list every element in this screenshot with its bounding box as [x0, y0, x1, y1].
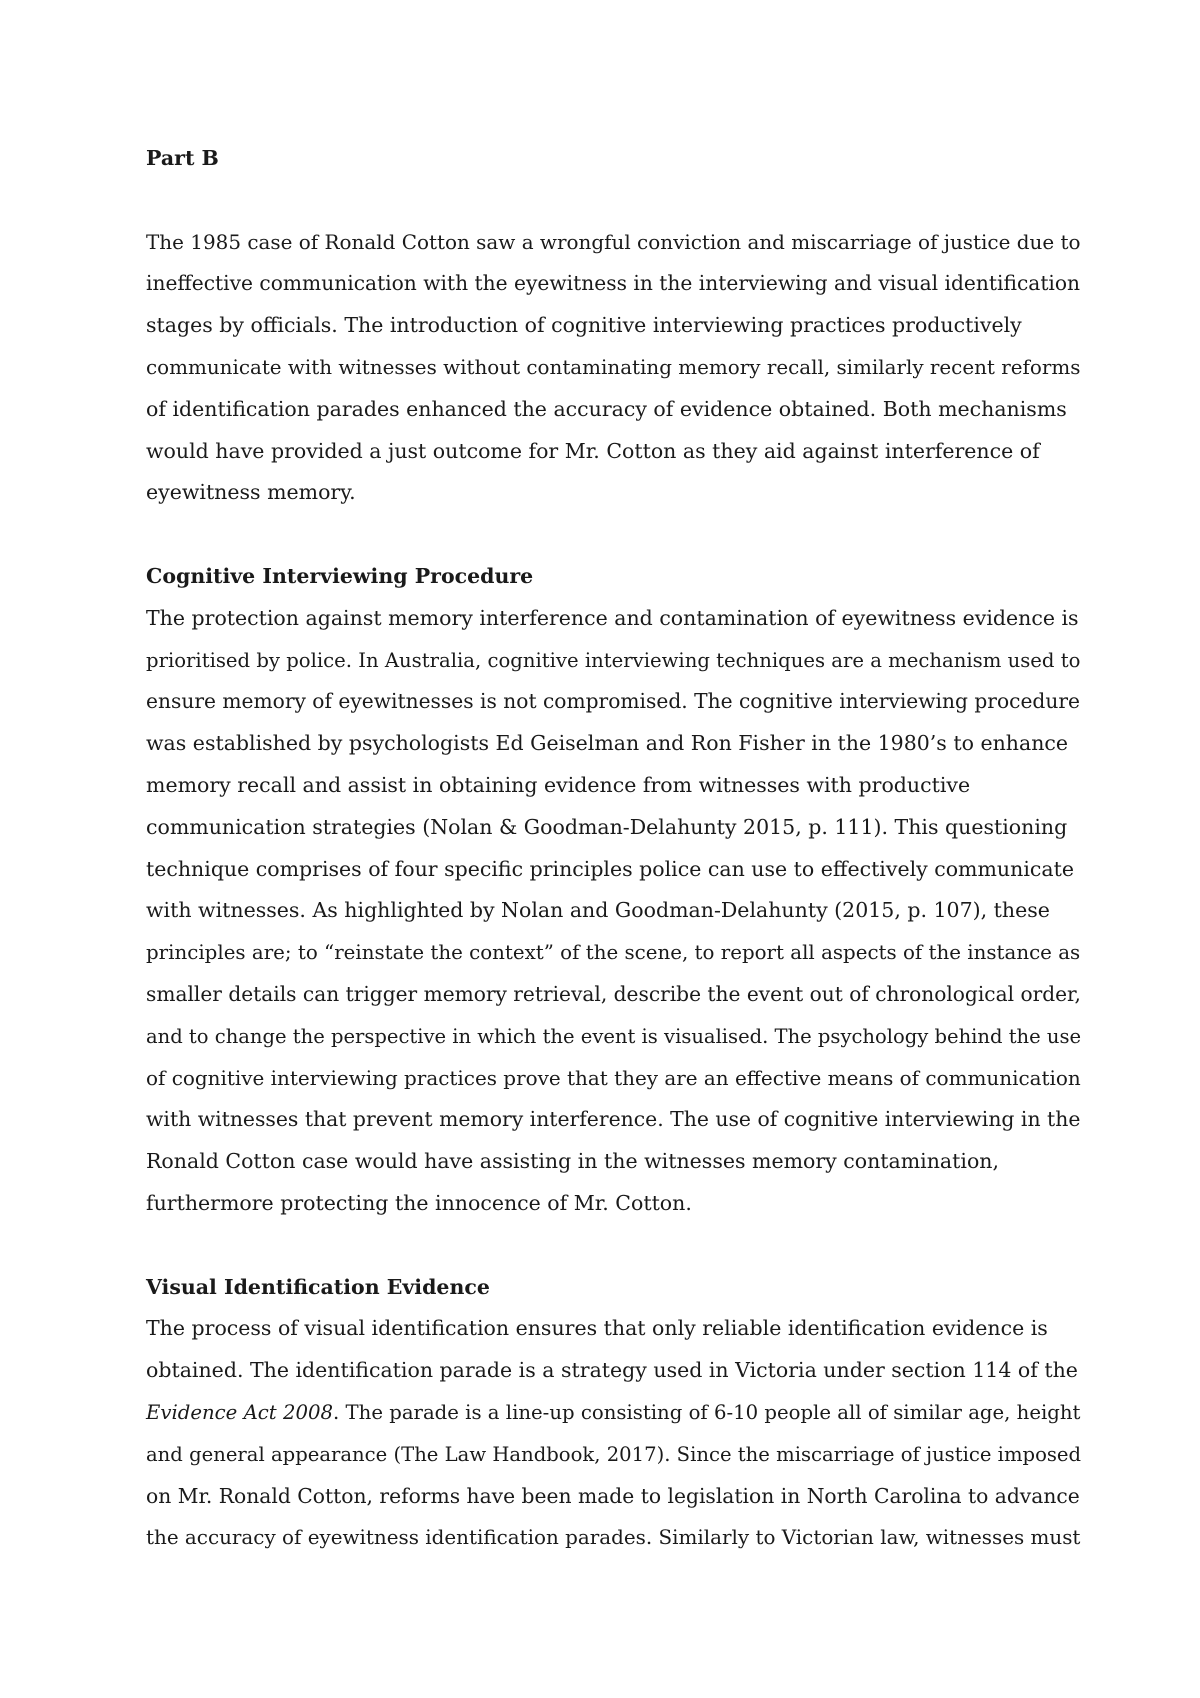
- section-heading-cognitive: Cognitive Interviewing Procedure: [146, 563, 534, 588]
- text-line: eyewitness memory.: [146, 480, 356, 505]
- visual-identification-paragraph: [146, 1308, 1082, 1559]
- cognitive-paragraph: [146, 598, 1082, 1225]
- text-line: [146, 1392, 1081, 1434]
- document-body: [146, 138, 1082, 1559]
- spacer: [146, 514, 1076, 556]
- text-line: would have provided a just outcome for Mr. Cotton as they aid against interference of: [146, 438, 1040, 463]
- text-fragment: . The parade is a line-up consisting of 6-10 people all of similar age, height: [333, 1400, 1081, 1424]
- text-line: memory recall and assist in obtaining evidence from witnesses with productive: [146, 772, 971, 797]
- part-title: Part B: [146, 146, 219, 170]
- text-line: furthermore protecting the innocence of Mr. Cotton.: [146, 1190, 692, 1215]
- text-line: with witnesses that prevent memory interference. The use of cognitive interviewing in the: [146, 1107, 1081, 1132]
- intro-paragraph: [146, 222, 1081, 515]
- spacer: [146, 180, 1076, 222]
- text-line: ineffective communication with the eyewitness in the interviewing and visual identification: [146, 271, 1081, 296]
- text-line: stages by officials. The introduction of cognitive interviewing practices productively: [146, 313, 1022, 338]
- text-line: of identification parades enhanced the accuracy of evidence obtained. Both mechanisms: [146, 396, 1067, 421]
- text-line: The process of visual identification ensures that only reliable identification evidence is: [146, 1316, 1048, 1341]
- text-line: obtained. The identification parade is a strategy used in Victoria under section 114 of the: [146, 1358, 1078, 1383]
- text-line: communicate with witnesses without contaminating memory recall, similarly recent reforms: [146, 355, 1081, 379]
- text-line: the accuracy of eyewitness identification parades. Similarly to Victorian law, witnesses must: [146, 1526, 1081, 1550]
- text-line: prioritised by police. In Australia, cognitive interviewing techniques are a mechanism used to: [146, 648, 1081, 672]
- text-line: technique comprises of four specific principles police can use to effectively communicate: [146, 856, 1074, 881]
- text-line: Ronald Cotton case would have assisting in the witnesses memory contamination,: [146, 1149, 1000, 1174]
- text-line: principles are; to “reinstate the context” of the scene, to report all aspects of the instance as: [146, 941, 1081, 965]
- text-line: smaller details can trigger memory retrieval, describe the event out of chronological order,: [146, 981, 1081, 1006]
- text-line: with witnesses. As highlighted by Nolan and Goodman-Delahunty (2015, p. 107), these: [146, 898, 1050, 923]
- text-line: of cognitive interviewing practices prove that they are an effective means of communication: [146, 1065, 1081, 1090]
- text-line: communication strategies (Nolan & Goodman-Delahunty 2015, p. 111). This questioning: [146, 814, 1068, 839]
- text-line: The 1985 case of Ronald Cotton saw a wrongful conviction and miscarriage of justice due to: [146, 229, 1081, 254]
- act-title: Evidence Act 2008: [146, 1400, 334, 1424]
- spacer: [146, 1225, 1076, 1267]
- text-line: The protection against memory interference and contamination of eyewitness evidence is: [146, 605, 1079, 630]
- text-line: and to change the perspective in which the event is visualised. The psychology behind the use: [146, 1024, 1082, 1048]
- text-line: ensure memory of eyewitnesses is not compromised. The cognitive interviewing procedure: [146, 689, 1080, 714]
- text-line: and general appearance (The Law Handbook, 2017). Since the miscarriage of justice imposed: [146, 1442, 1082, 1466]
- text-line: was established by psychologists Ed Geiselman and Ron Fisher in the 1980’s to enhance: [146, 731, 1069, 756]
- text-line: on Mr. Ronald Cotton, reforms have been made to legislation in North Carolina to advance: [146, 1483, 1080, 1508]
- section-heading-visual-identification: Visual Identification Evidence: [146, 1274, 490, 1299]
